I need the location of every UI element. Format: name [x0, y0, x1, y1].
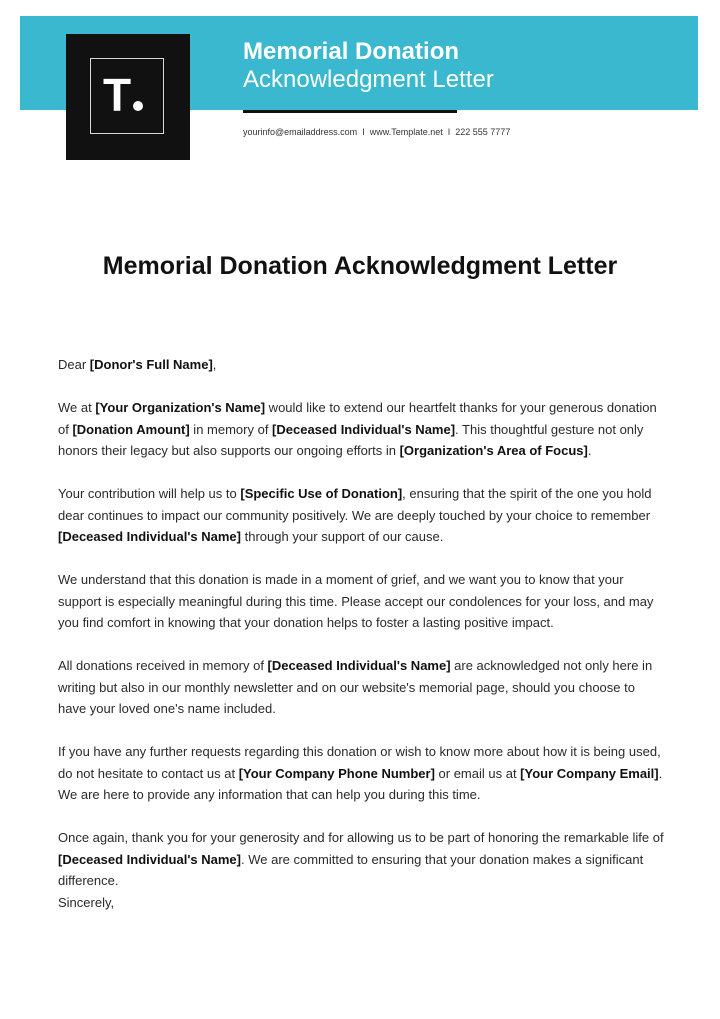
- contact-website: www.Template.net: [369, 127, 443, 137]
- placeholder-field: [Your Company Phone Number]: [238, 765, 435, 781]
- logo-frame: [90, 58, 164, 134]
- contact-email: yourinfo@emailaddress.com: [243, 127, 358, 137]
- header-subtitle: Acknowledgment Letter: [243, 66, 494, 93]
- placeholder-field: [Specific Use of Donation]: [240, 486, 403, 501]
- placeholder-field: [Deceased Individual's Name]: [58, 529, 241, 544]
- letter-body: [58, 354, 666, 913]
- placeholder-field: [Your Company Email]: [520, 765, 659, 781]
- contact-line: [243, 126, 510, 138]
- paragraph-5: If you have any further requests regarding this donation or wish to know more about how it is being used, do not hesitate to contact us at [Your Company Phone Number] or email us at [Your Company Email]. We are here to provide any information that can help you during this time.: [58, 744, 663, 802]
- contact-phone: 222 555 7777: [455, 127, 511, 137]
- contact-separator: I: [362, 127, 365, 137]
- salutation: Dear [Donor's Full Name],: [58, 357, 217, 372]
- paragraph-3: We understand that this donation is made in a moment of grief, and we want you to know that your support is especially meaningful during this time. Please accept our condolences for your loss, and may you find comfort in knowing that your donation helps to foster a lasting positive impact.: [58, 572, 654, 630]
- contact-separator: I: [447, 127, 451, 137]
- paragraph-6: Once again, thank you for your generosity and for allowing us to be part of honoring the remarkable life of [Deceased Individual's Name]. We are committed to ensuring that your donation makes a significant difference.: [58, 830, 664, 888]
- placeholder-field: [Deceased Individual's Name]: [58, 851, 241, 867]
- placeholder-field: [Organization's Area of Focus]: [399, 443, 588, 458]
- header-title: Memorial Donation: [243, 38, 460, 65]
- paragraph-2: Your contribution will help us to [Specific Use of Donation], ensuring that the spirit of the one you hold dear continues to impact our community positively. We are deeply touched by your choice to remember [Deceased Individual's Name] through your support of our cause.: [58, 486, 652, 544]
- placeholder-field: [Deceased Individual's Name]: [272, 421, 456, 437]
- logo: [66, 34, 190, 160]
- closing: Sincerely,: [58, 894, 115, 910]
- paragraph-1: We at [Your Organization's Name] would like to extend our heartfelt thanks for your generous donation of [Donation Amount] in memory of [Deceased Individual's Name]. This thoughtful gesture not only honors their legacy but also supports our ongoing efforts in [Organization's Area of Focus].: [58, 400, 657, 458]
- document-title: Memorial Donation Acknowledgment Letter: [102, 252, 618, 280]
- placeholder-field: [Deceased Individual's Name]: [267, 658, 451, 673]
- logo-mark: T: [103, 69, 143, 121]
- placeholder-field: [Your Organization's Name]: [95, 400, 266, 415]
- placeholder-field: [Donation Amount]: [72, 421, 190, 437]
- logo-dot: [133, 101, 143, 111]
- placeholder-field: [Donor's Full Name]: [89, 357, 213, 372]
- header-divider: [243, 110, 457, 113]
- paragraph-4: All donations received in memory of [Deceased Individual's Name] are acknowledged not only here in writing but also in our monthly newsletter and on our website's memorial page, should you choose to have your loved one's name included.: [58, 658, 653, 716]
